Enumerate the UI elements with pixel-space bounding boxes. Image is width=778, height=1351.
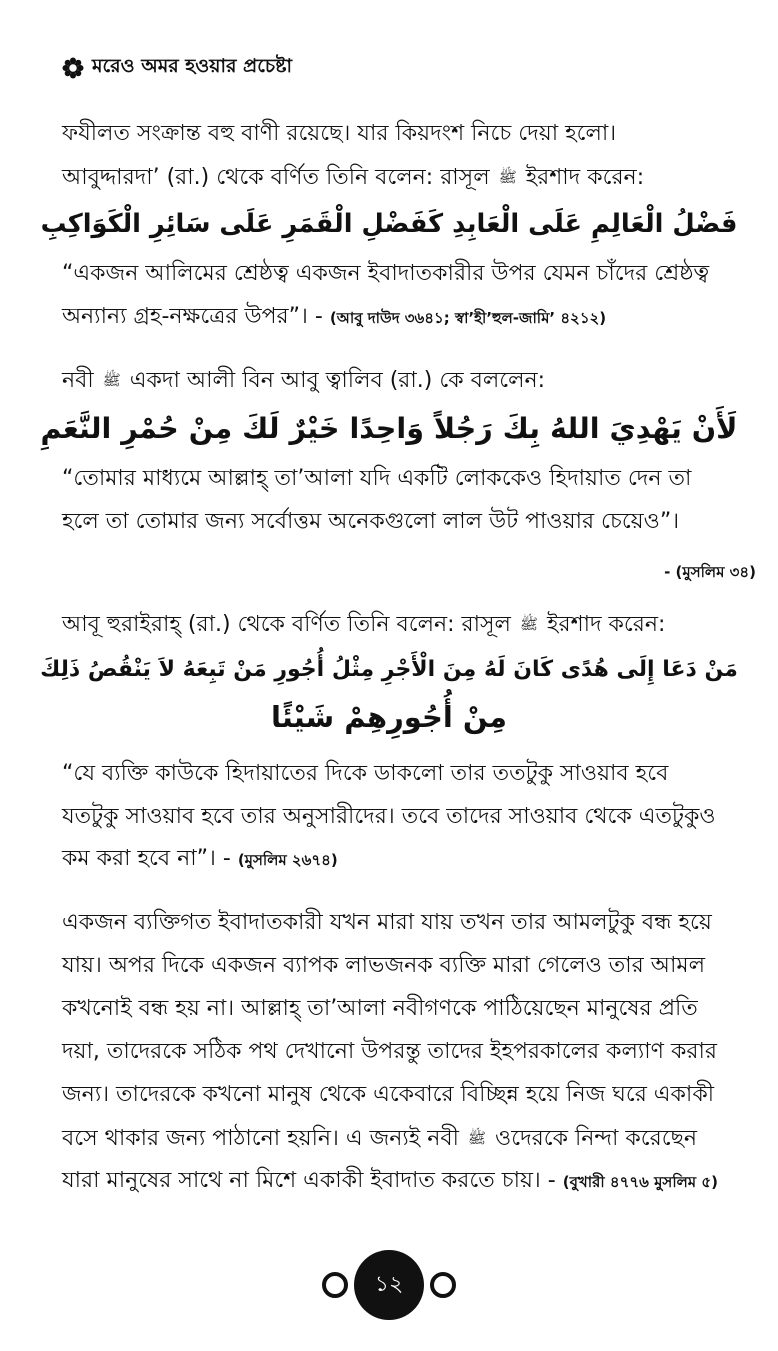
hadith-3-arabic-2: مِنْ أُجُورِهِمْ شَيْئًا [271,700,507,734]
salawat-glyph: ﷺ [467,1129,487,1147]
hadith-3-reference: (মুসলিম ২৬৭৪) [237,851,338,869]
paragraph-line-7: যারা মানুষের সাথে না মিশে একাকী ইবাদাত করতে চায়। - (বুখারী ৪৭৭৬ মুসলিম ৫) [62,1168,718,1193]
page-number: ১২ [354,1250,424,1320]
hadith-1-arabic: فَضْلُ الْعَالِمِ عَلَى الْعَابِدِ كَفَضْلِ الْقَمَرِ عَلَى سَائِرِ الْكَوَاكِبِ [40,209,738,239]
running-header [62,52,292,84]
paragraph-line-5: জন্য। তাদেরকে কখনো মানুষ থেকে একেবারে বিচ্ছিন্ন হয়ে নিজ ঘরে একাকী [62,1082,715,1107]
hadith-1-reference: (আবু দাউদ ৩৬৪১; স্বা’হী’হুল-জামি’ ৪২১২) [329,309,607,327]
hadith-2-reference: - (মুসলিম ৩৪) [664,563,756,581]
hadith-2-translation-1: “তোমার মাধ্যমে আল্লাহ্ তা’আলা যদি একটি লোককেও হিদায়াত দেন তা [62,466,692,491]
salawat-glyph: ﷺ [498,168,517,186]
paragraph-line-4: দয়া, তাদেরকে সঠিক পথ দেখানো উপরন্তু তাদের ইহপরকালের কল্যাণ করার [62,1039,717,1064]
ring-ornament-icon [322,1272,348,1298]
paragraph-line-2: যায়। অপর দিকে একজন ব্যাপক লাভজনক ব্যক্তি মারা গেলেও তার আমল [62,953,706,978]
hadith-3-translation-1: “যে ব্যক্তি কাউকে হিদায়াতের দিকে ডাকলো তার ততটুকু সাওয়াব হবে [62,761,669,786]
paragraph-line-1: একজন ব্যক্তিগত ইবাদাতকারী যখন মারা যায় তখন তার আমলটুকু বন্ধ হয়ে [62,910,712,935]
salawat-glyph: ﷺ [519,615,539,633]
flower-ornament-icon [62,57,84,79]
header-title: মরেও অমর হওয়ার প্রচেষ্টা [92,55,293,77]
hadith-2-translation-2: হলে তা তোমার জন্য সর্বোত্তম অনেকগুলো লাল উট পাওয়ার চেয়েও”। [62,509,680,534]
hadith-2-arabic: لَأَنْ يَهْدِيَ اللهُ بِكَ رَجُلاً وَاحِدًا خَيْرٌ لَكَ مِنْ حُمْرِ النَّعَمِ [40,411,738,445]
page-footer [0,1250,778,1320]
hadith-3-translation-2: যতটুকু সাওয়াব হবে তার অনুসারীদের। তবে তাদের সাওয়াব থেকে এতটুকুও [62,804,716,829]
paragraph-line-6: বসে থাকার জন্য পাঠানো হয়নি। এ জন্যই নবী ﷺ ওদেরকে নিন্দা করেছেন [62,1121,697,1156]
hadith-2-intro: নবী ﷺ একদা আলী বিন আবু ত্বালিব (রা.) কে বললেন: [62,363,545,398]
hadith-3-arabic-1: مَنْ دَعَا إِلَى هُدًى كَانَ لَهُ مِنَ الْأَجْرِ مِثْلُ أُجُورِ مَنْ تَبِعَهُ لاَ يَنْقُصُ ذَلِكَ [40,657,738,682]
salawat-glyph: ﷺ [102,371,121,389]
ring-ornament-icon [430,1272,456,1298]
hadith-1-translation-2: অন্যান্য গ্রহ-নক্ষত্রের উপর”। - (আবু দাউদ ৩৬৪১; স্বা’হী’হুল-জামি’ ৪২১২) [62,304,607,329]
hadith-1-translation-1: “একজন আলিমের শ্রেষ্ঠত্ব একজন ইবাদাতকারীর উপর যেমন চাঁদের শ্রেষ্ঠত্ব [62,261,710,286]
hadith-3-intro: আবূ হুরাইরাহ্ (রা.) থেকে বর্ণিত তিনি বলেন: রাসূল ﷺ ইরশাদ করেন: [62,607,665,642]
hadith-3-translation-3: কম করা হবে না”। - (মুসলিম ২৬৭৪) [62,846,338,871]
intro-line-1: ফযীলত সংক্রান্ত বহু বাণী রয়েছে। যার কিয়দংশ নিচে দেয়া হলো। [62,121,617,146]
paragraph-reference: (বুখারী ৪৭৭৬ মুসলিম ৫) [562,1173,718,1191]
intro-line-2: আবুদ্দারদা’ (রা.) থেকে বর্ণিত তিনি বলেন: রাসূল ﷺ ইরশাদ করেন: [62,160,644,195]
paragraph-line-3: কখনোই বন্ধ হয় না। আল্লাহ্ তা’আলা নবীগণকে পাঠিয়েছেন মানুষের প্রতি [62,996,698,1021]
